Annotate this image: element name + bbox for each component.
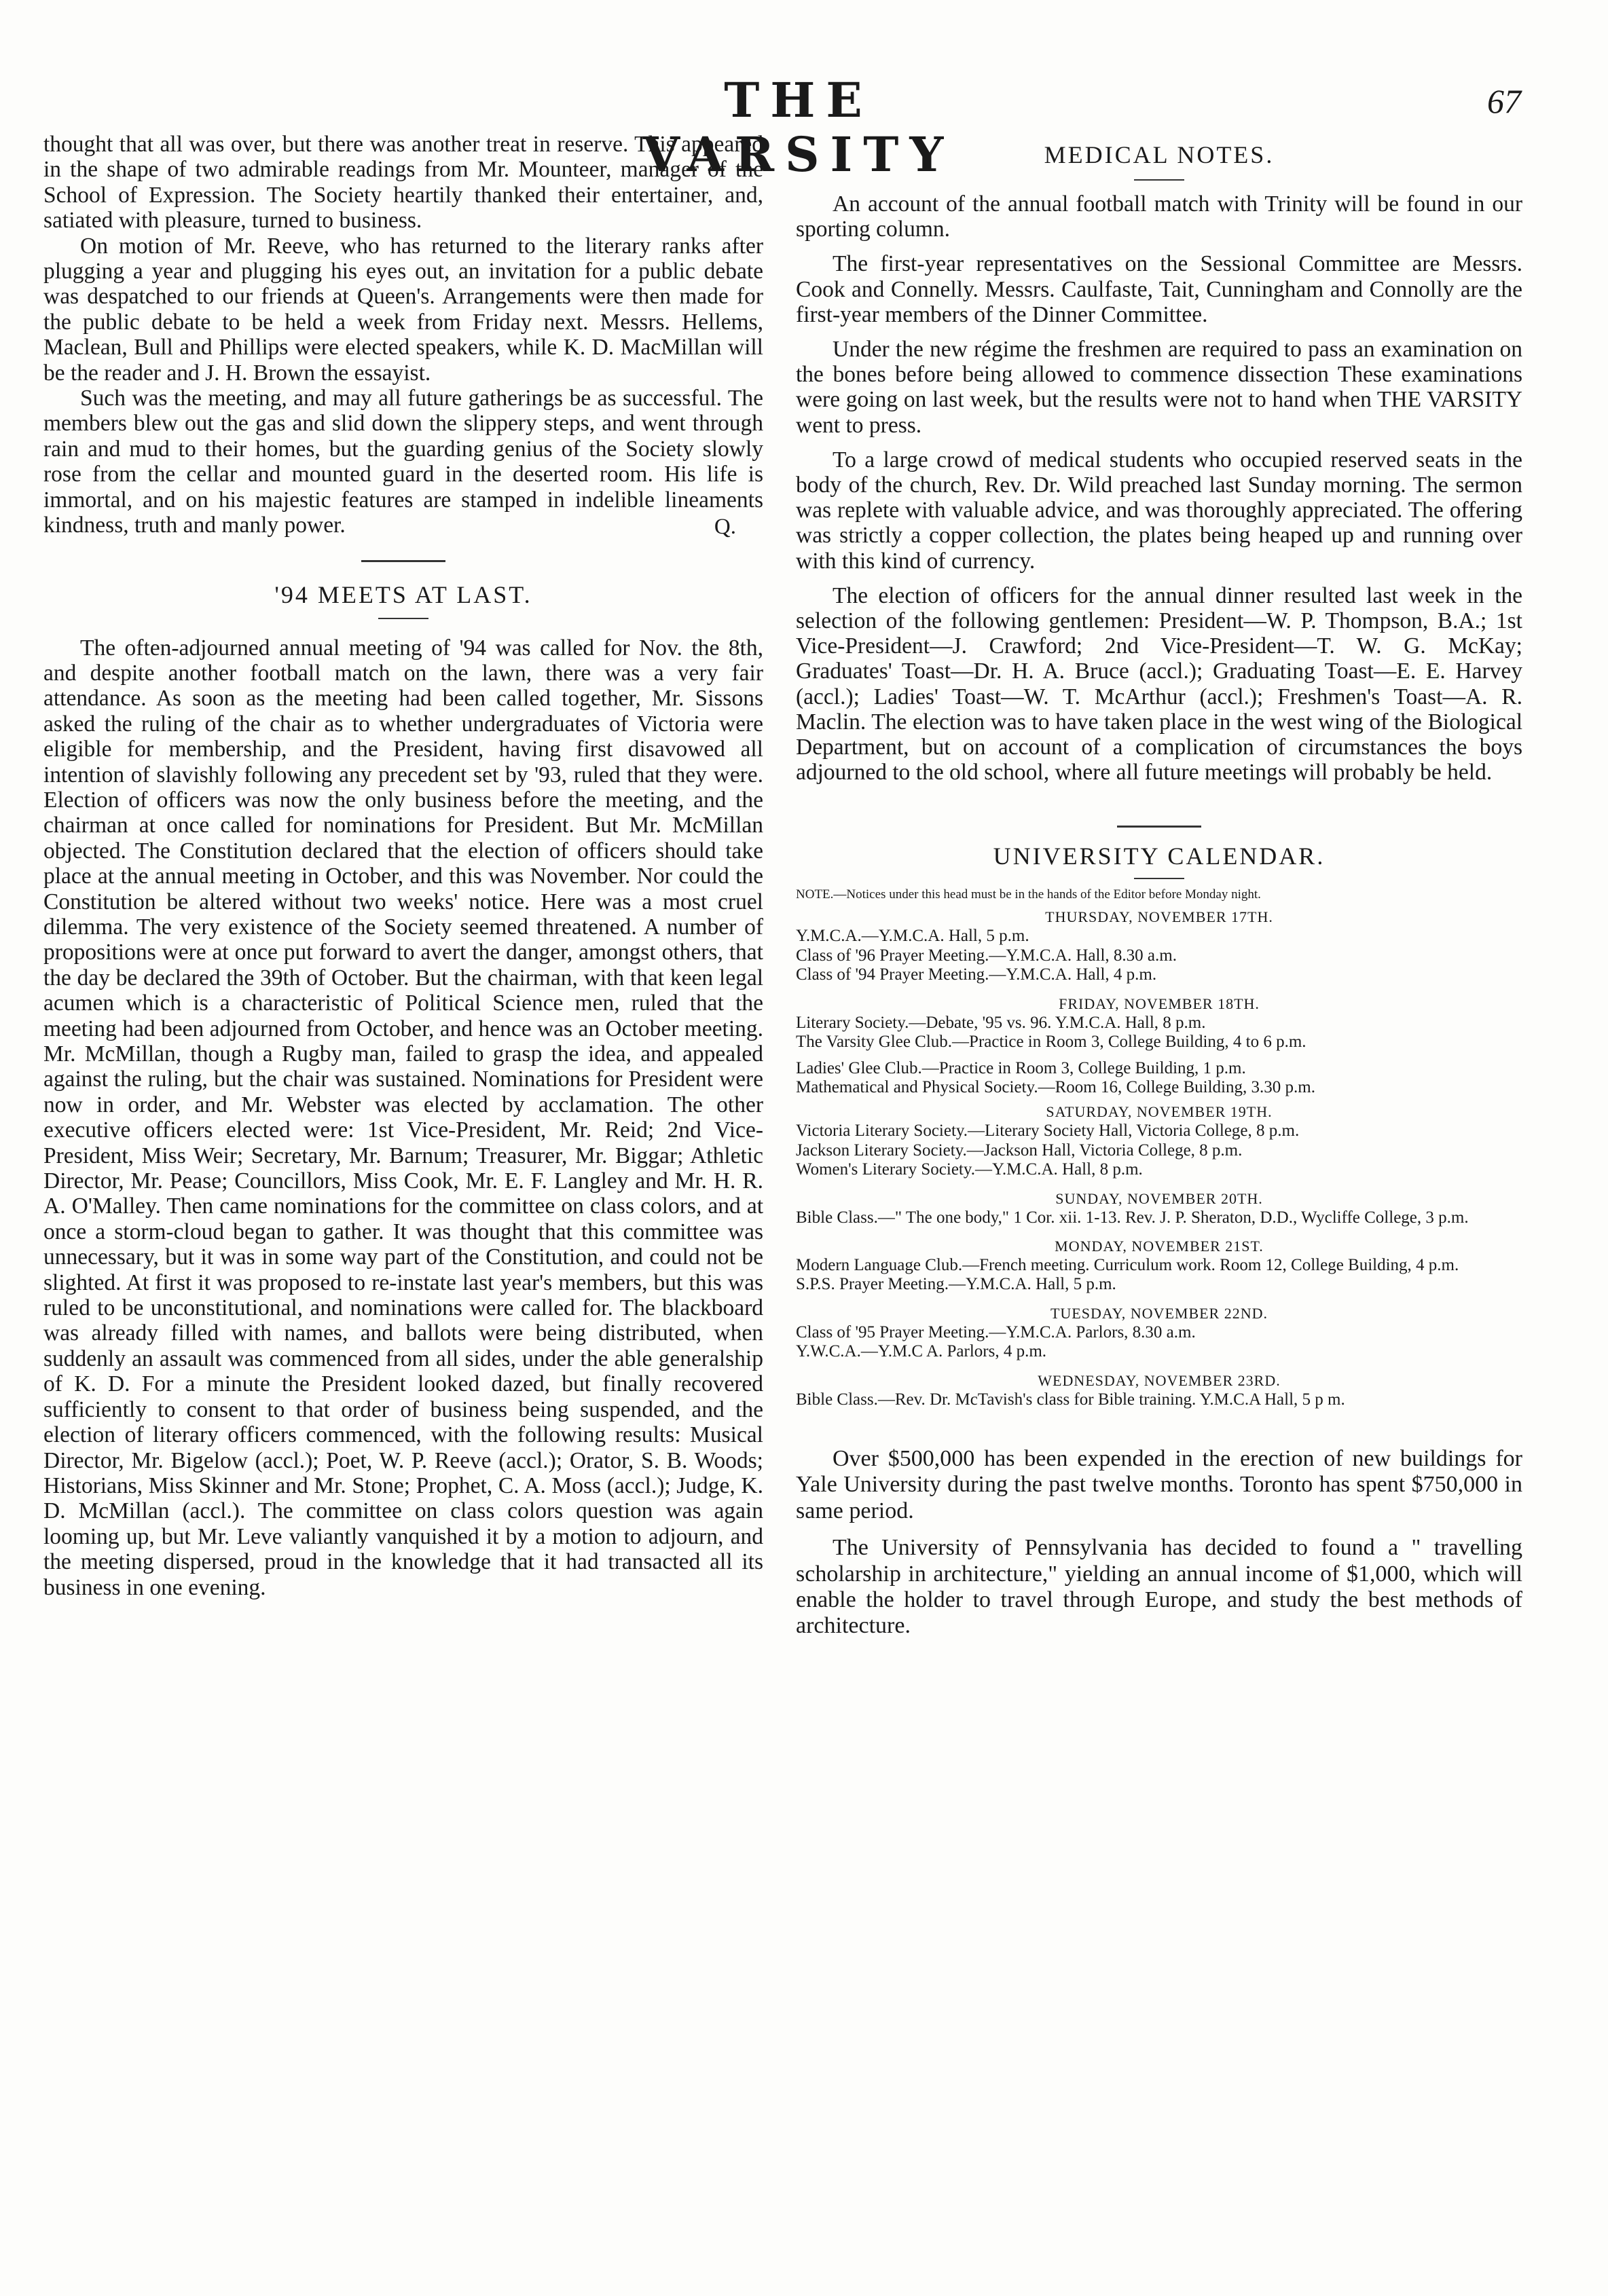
calendar-entry: Victoria Literary Society.—Literary Society Hall, Victoria College, 8 p.m. bbox=[796, 1122, 1300, 1141]
left-paragraph-3: Such was the meeting, and may all future gatherings be as successful. The members blew out the gas and slid down the slippery steps, and went through rain and mud to their homes, but the guarding genius of the Society slowly rose from the cellar and mounted guard in the deserted room. His life is immortal, and on his majestic features are stamped in indelible lineaments kindness, truth and manly power. bbox=[43, 386, 763, 538]
closing-paragraph-yale: Over $500,000 has been expended in the erection of new buildings for Yale University during the past twelve months. Toronto has spent $750,000 in same period. bbox=[796, 1445, 1522, 1523]
medical-paragraph-5: The election of officers for the annual dinner resulted last week in the selection of the following gentlemen: President—W. P. Thompson, B.A.; 1st Vice-President—J. Crawford; 2nd Vice-President—T. W. G. McKay; Graduates' Toast—Dr. H. A. Bruce (accl.); Graduating Toast—E. E. Harvey (accl.); Ladies' Toast—W. T. McArthur (accl.); Freshmen's Toast—A. R. Maclin. The election was to have taken place in the west wing of the Biological Department, but on account of a complication of circumstances the boys adjourned to the old school, where all future meetings will probably be held. bbox=[796, 582, 1522, 785]
signature: Q. bbox=[714, 514, 736, 539]
calendar-entry: Bible Class.—" The one body," 1 Cor. xii. 1-13. Rev. J. P. Sheraton, D.D., Wycliffe College, 3 p.m. bbox=[796, 1208, 1469, 1227]
calendar-note: NOTE.—Notices under this head must be in the hands of the Editor before Monday night. bbox=[796, 887, 1261, 902]
left-paragraph-1: thought that all was over, but there was another treat in reserve. This appeared in the shape of two admirable readings from Mr. Mounteer, manager of the School of Expression. The Society heartily thanked their entertainer, and, satiated with pleasure, turned to business. bbox=[43, 132, 763, 234]
medical-paragraph-1: An account of the annual football match with Trinity will be found in our sporting column. bbox=[796, 191, 1522, 242]
calendar-entry: Jackson Literary Society.—Jackson Hall, Victoria College, 8 p.m. bbox=[796, 1141, 1243, 1160]
calendar-day-heading: SUNDAY, NOVEMBER 20TH. bbox=[1055, 1189, 1263, 1207]
article-94-body: The often-adjourned annual meeting of '94 was called for Nov. the 8th, and despite another football match on the lawn, there was a very fair attendance. As soon as the meeting had been called together, Mr. Sissons asked the ruling of the chair as to whether undergraduates of Victoria were eligible for membership, and the President, having first disavowed all intention of slavishly following any precedent set by '93, ruled that they were. Election of officers was now the only business before the meeting, and the chairman at once called for nominations for President. But Mr. McMillan objected. The Constitution declared that the election of officers should take place at the annual meeting in October, and this was November. Nor could the Constitution be altered without two weeks' notice. Here was a most cruel dilemma. The very existence of the Society seemed threatened. A number of propositions were at once put forward to avert the danger, amongst others, that the day be declared the 39th of October. But the chairman, with that keen legal acumen which is a characteristic of Political Science men, ruled that the meeting had been adjourned from October, and hence was an October meeting. Mr. McMillan, though a Rugby man, failed to grasp the idea, and appealed against the ruling, but the chair was sustained. Nominations for President were now in order, and Mr. Webster was elected by acclamation. The other executive officers elected were: 1st Vice-President, Mr. Reid; 2nd Vice-President, Miss Weir; Secretary, Mr. Barnum; Treasurer, Mr. Biggar; Athletic Director, Mr. Pease; Councillors, Miss Cook, Mr. E. F. Langley and Mr. H. R. A. O'Malley. Then came nominations for the committee on class colors, and at once a storm-cloud began to gather. It was thought that this committee was unnecessary, but it was in some way part of the Constitution, and could not be slighted. At first it was proposed to re-instate last year's members, but this was ruled to be unconstitutional, and nominations were called for. The blackboard was already filled with names, and ballots were being distributed, when suddenly an assault was commenced from all sides, under the able generalship of K. D. For a minute the President looked dazed, but finally recovered sufficiently to consent to that order of business being suspended, and the election of literary officers commenced, with the following results: Musical Director, Mr. Bigelow (accl.); Poet, W. P. Reeve (accl.); Orator, S. B. Woods; Historians, Miss Skinner and Mr. Stone; Prophet, C. A. Moss (accl.); Judge, K. D. McMillan (accl.). The committee on class colors question was again looming up, but Mr. Leve valiantly vanquished it by a motion to adjourn, and the meeting dispersed, proud in the knowledge that it had transacted all its business in one evening. bbox=[43, 635, 764, 1600]
closing-paragraph-pennsylvania: The University of Pennsylvania has decided to found a " travelling scholarship in architecture," yielding an annual income of $1,000, which will enable the holder to travel through Europe, and study the best methods of architecture. bbox=[796, 1535, 1522, 1639]
calendar-entry: Class of '96 Prayer Meeting.—Y.M.C.A. Hall, 8.30 a.m. bbox=[796, 946, 1177, 965]
left-column bbox=[43, 132, 763, 1600]
calendar-entry: Women's Literary Society.—Y.M.C.A. Hall, 8 p.m. bbox=[796, 1160, 1143, 1179]
calendar-entry: Literary Society.—Debate, '95 vs. 96. Y.M.C.A. Hall, 8 p.m. bbox=[796, 1013, 1206, 1032]
heading-medical-notes: MEDICAL NOTES. bbox=[1044, 141, 1275, 168]
medical-paragraph-2: The first-year representatives on the Sessional Committee are Messrs. Cook and Connelly. Messrs. Caulfaste, Tait, Cunningham and Connolly are the first-year members of the Dinner Committee. bbox=[796, 251, 1522, 327]
calendar-entry: S.P.S. Prayer Meeting.—Y.M.C.A. Hall, 5 p.m. bbox=[796, 1275, 1116, 1294]
calendar-entry: Y.W.C.A.—Y.M.C A. Parlors, 4 p.m. bbox=[796, 1342, 1047, 1361]
medical-paragraph-4: To a large crowd of medical students who occupied reserved seats in the body of the church, Rev. Dr. Wild preached last Sunday morning. The sermon was replete with valuable advice, and was thoroughly appreciated. The offering was strictly a copper collection, the plates being heaped up and running over with this kind of currency. bbox=[796, 447, 1522, 574]
calendar-entry: Class of '95 Prayer Meeting.—Y.M.C.A. Parlors, 8.30 a.m. bbox=[796, 1322, 1196, 1341]
calendar-day-heading: FRIDAY, NOVEMBER 18TH. bbox=[1059, 995, 1260, 1012]
calendar-entry: Bible Class.—Rev. Dr. McTavish's class for Bible training. Y.M.C.A Hall, 5 p m. bbox=[796, 1390, 1345, 1409]
page-number: 67 bbox=[1487, 82, 1521, 120]
calendar-entry: Y.M.C.A.—Y.M.C.A. Hall, 5 p.m. bbox=[796, 927, 1029, 946]
calendar-day-heading: THURSDAY, NOVEMBER 17TH. bbox=[1045, 908, 1273, 926]
calendar-day-heading: WEDNESDAY, NOVEMBER 23RD. bbox=[1038, 1371, 1281, 1389]
left-paragraph-2: On motion of Mr. Reeve, who has returned to the literary ranks after plugging a year and plugging his eyes out, an invitation for a public debate was despatched to our friends at Queen's. Arrangements were then made for the public debate to be held a week from Friday next. Messrs. Hellems, Maclean, Bull and Phillips were elected speakers, while K. D. MacMillan will be the reader and J. H. Brown the essayist. bbox=[43, 233, 763, 386]
right-column bbox=[796, 140, 1522, 1640]
medical-paragraph-3: Under the new régime the freshmen are required to pass an examination on the bones before being allowed to commence dissection These examinations were going on last week, but the results were not to hand when THE VARSITY went to press. bbox=[796, 337, 1522, 438]
calendar-day-heading: SATURDAY, NOVEMBER 19TH. bbox=[1046, 1103, 1273, 1121]
calendar bbox=[796, 887, 1522, 1409]
calendar-entry: Class of '94 Prayer Meeting.—Y.M.C.A. Hall, 4 p.m. bbox=[796, 965, 1157, 984]
masthead-title: THE VARSITY bbox=[642, 72, 955, 183]
calendar-entry: The Varsity Glee Club.—Practice in Room 3, College Building, 4 to 6 p.m. bbox=[796, 1033, 1306, 1052]
heading-94-meets: '94 MEETS AT LAST. bbox=[274, 580, 532, 608]
calendar-entry: Modern Language Club.—French meeting. Curriculum work. Room 12, College Building, 4 p.m. bbox=[796, 1255, 1459, 1274]
calendar-day-heading: TUESDAY, NOVEMBER 22ND. bbox=[1050, 1304, 1268, 1322]
calendar-entry: Ladies' Glee Club.—Practice in Room 3, College Building, 1 p.m. bbox=[796, 1058, 1246, 1077]
heading-university-calendar: UNIVERSITY CALENDAR. bbox=[993, 843, 1326, 870]
calendar-day-heading: MONDAY, NOVEMBER 21ST. bbox=[1055, 1237, 1264, 1255]
calendar-entry: Mathematical and Physical Society.—Room 16, College Building, 3.30 p.m. bbox=[796, 1077, 1315, 1096]
